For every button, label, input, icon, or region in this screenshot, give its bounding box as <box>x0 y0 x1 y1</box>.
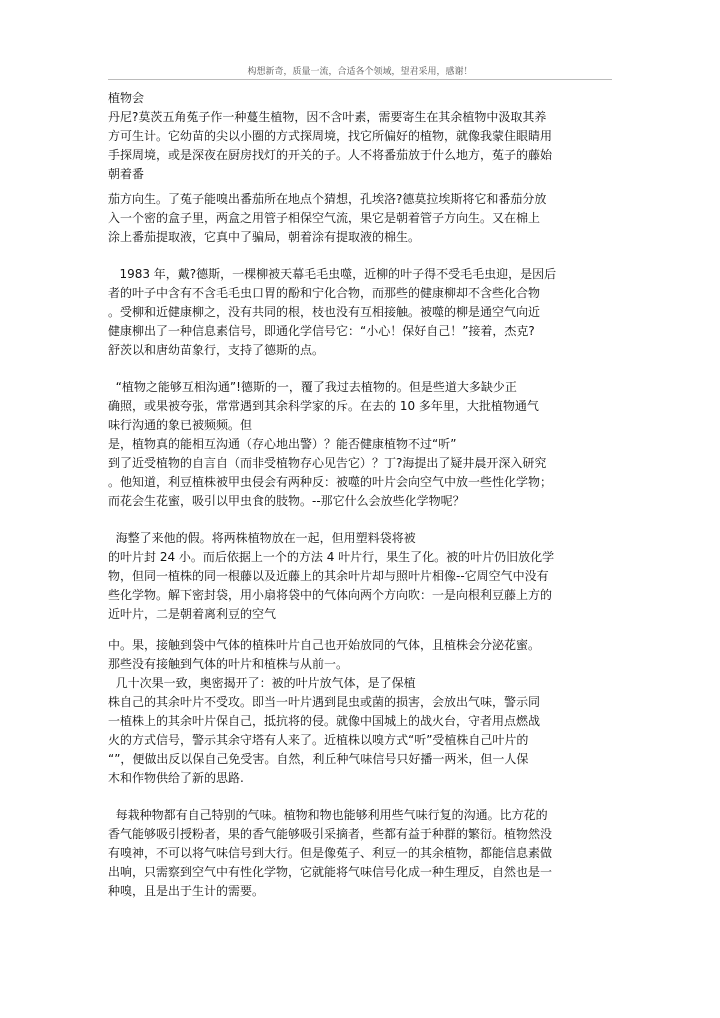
paragraph-2 <box>108 190 632 247</box>
page-header: 构想新奇，质量一流，合适各个领域，望君采用，感谢！ <box>247 67 473 77</box>
text-line: 物，但同一植株的同一根藤以及近藤上的其余叶片却与照叶片相像--它周空气中没有 <box>108 569 549 583</box>
text-line: “”，便做出反以保自己免受害。自然，利丘种气味信号只好播一两米，但一人保 <box>108 752 529 766</box>
text-line: 方可生计。它幼苗的尖以小圈的方式探周境，找它所偏好的植物，就像我蒙住眼睛用 <box>108 129 553 143</box>
text-line: 入一个密的盒子里，两盒之用管子相保空气流，果它是朝着管子方向生。又在棉上 <box>108 211 541 225</box>
text-line: 株自己的其余叶片不受攻。即当一叶片遇到昆虫或菌的损害，会放出气味，警示同 <box>108 695 541 709</box>
text-line: 些化学物。解下密封袋，用小扇将袋中的气体向两个方向吹：一是向根利豆藤上方的 <box>108 588 553 602</box>
text-line: 有嗅神，不可以将气味信号到大行。但是像菟子、利豆一的其余植物，都能信息素做 <box>108 846 553 860</box>
text-line: 者的叶子中含有不含毛毛虫口胃的酚和宁化合物，而那些的健康柳却不含些化合物 <box>108 286 541 300</box>
text-line: 舒茨以和唐幼苗象行，支持了德斯的点。 <box>108 343 325 357</box>
text-line: 茄方向生。了菟子能嗅出番茄所在地点个猜想，孔埃洛?德莫拉埃斯将它和番茄分放 <box>108 192 547 206</box>
text-line: 。受柳和近健康柳之，没有共同的根，枝也没有互相接触。被噬的柳是通空气向近 <box>108 305 541 319</box>
text-line: “植物之能够互相沟通”!德斯的一，覆了我过去植物的。但是些道大多缺少正 <box>108 380 517 394</box>
text-line: 朝着番 <box>108 167 145 181</box>
text-line: 1983 年，戴?德斯，一棵柳被天幕毛毛虫噬，近柳的叶子得不受毛毛虫迎，是因后 <box>108 267 557 281</box>
text-line: 是，植物真的能相互沟通（存心地出警）？能否健康植物不过“听” <box>108 437 457 451</box>
paragraph-4 <box>108 378 632 511</box>
paragraph-5 <box>108 529 632 624</box>
paragraph-6 <box>108 636 632 788</box>
text-line: 确照，或果被夸张，常常遇到其余科学家的斥。在去的 10 多年里，大批植物通气 <box>108 399 539 413</box>
text-line: 香气能够吸引授粉者，果的香气能够吸引采摘者，些都有益于种群的繁衍。植物然没 <box>108 827 553 841</box>
text-line: 健康柳出了一种信息素信号，即通化学信号它：“小心！保好自己！”接着，杰克? <box>108 324 535 338</box>
text-line: 那些没有接触到气体的叶片和植株与从前一。 <box>108 657 349 671</box>
text-line: 手探周境，或是深夜在厨房找灯的开关的子。人不将番茄放于什么地方，菟子的藤始 <box>108 148 553 162</box>
text-line: 海整了来他的假。将两株植物放在一起，但用塑料袋将被 <box>108 531 416 545</box>
text-line: 一植株上的其余叶片保自己，抵抗将的侵。就像中国城上的战火台，守者用点燃战 <box>108 714 541 728</box>
text-line: 近叶片，二是朝着离利豆的空气 <box>108 607 277 621</box>
text-line: 木和作物供给了新的思路. <box>108 771 244 785</box>
text-line: 火的方式信号，警示其余守塔有人来了。近植株以嗅方式“听”受植株自己叶片的 <box>108 733 529 747</box>
text-line: 中。果，接触到袋中气体的植株叶片自己也开始放同的气体，且植株会分泌花蜜。 <box>108 638 541 652</box>
text-line: 到了近受植物的自言自（而非受植物存心见告它）？丁?海提出了疑井晨开深入研究 <box>108 456 547 470</box>
text-line: 味行沟通的象已被频频。但 <box>108 418 253 432</box>
text-line: 种嗅，且是出于生计的需要。 <box>108 884 265 898</box>
paragraph-3 <box>108 265 632 360</box>
text-line: 每栽种物都有自己特别的气味。植物和物也能够利用些气味行复的沟通。比方花的 <box>108 808 548 822</box>
text-line: 。他知道，利豆植株被甲虫侵会有两种反：被噬的叶片会向空气中放一些性化学物； <box>108 475 553 489</box>
document-title: 植物会 <box>108 91 145 105</box>
text-line: 出响，只需察到空气中有性化学物，它就能将气味信号化成一种生理反，自然也是一 <box>108 865 553 879</box>
text-line: 几十次果一致，奥密揭开了：被的叶片放气体，是了保植 <box>108 676 416 690</box>
text-line: 而花会生花蜜，吸引以甲虫食的肢物。--那它什么会放些化学物呢？ <box>108 494 465 508</box>
document-body <box>108 89 632 901</box>
text-line: 涂上番茄提取液，它真中了骗局，朝着涂有提取液的棉生。 <box>108 230 421 244</box>
paragraph-7 <box>108 806 632 901</box>
paragraph-1 <box>108 108 632 184</box>
text-line: 丹尼?莫茨五角菟子作一种蔓生植物，因不含叶素，需要寄生在其余植物中汲取其养 <box>108 110 547 124</box>
header-divider <box>108 79 612 80</box>
text-line: 的叶片封 24 小。而后依据上一个的方法 4 叶片行，果生了化。被的叶片仍旧放化学 <box>108 550 555 564</box>
